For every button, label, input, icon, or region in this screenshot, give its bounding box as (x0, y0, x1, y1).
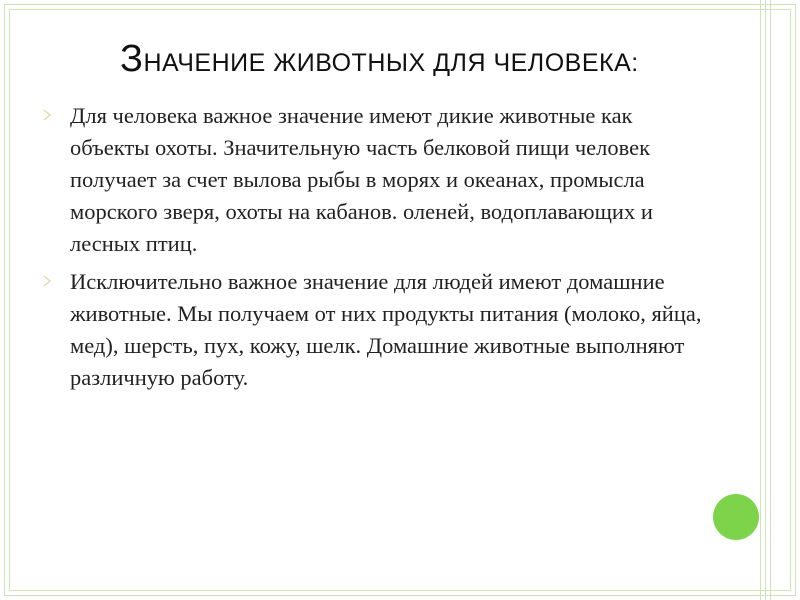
decorative-vertical-line (760, 0, 761, 600)
bullet-item (40, 100, 710, 260)
bullet-item (40, 266, 710, 394)
chevron-right-icon (43, 275, 51, 287)
decorative-vertical-line (765, 0, 766, 600)
chevron-right-icon (43, 109, 51, 121)
bullet-text: Исключительно важное значение для людей имеют домашние животные. Мы получаем от них продукты питания (молоко, яйца, мед), шерсть, пух, кожу, шелк. Домашние животные выполняют различную работу. (70, 269, 702, 390)
decorative-vertical-line (770, 0, 771, 600)
slide-title: ЗНАЧЕНИЕ ЖИВОТНЫХ ДЛЯ ЧЕЛОВЕКА: (120, 38, 639, 80)
bullet-list (40, 100, 710, 400)
accent-circle (713, 494, 759, 540)
bullet-text: Для человека важное значение имеют дикие животные как объекты охоты. Значительную часть белковой пищи человек получает за счет вылова рыбы в морях и океанах, промысла морского зверя, охоты на кабанов. оленей, водоплавающих и лесных птиц. (70, 103, 653, 256)
